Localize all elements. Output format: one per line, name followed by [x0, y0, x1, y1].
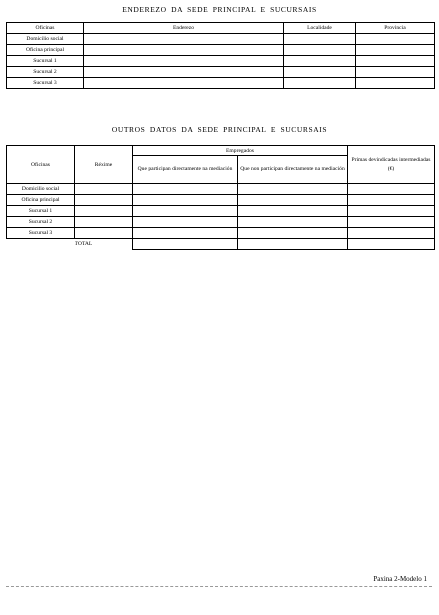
row-label: Sucursal 1	[7, 56, 84, 67]
row-label: Domicilio social	[7, 184, 75, 195]
total-non-participan-cell[interactable]	[238, 239, 348, 250]
table-row	[7, 67, 435, 78]
section-title-addresses: ENDEREZO DA SEDE PRINCIPAL E SUCURSAIS	[122, 5, 317, 14]
provincia-cell[interactable]	[356, 67, 435, 78]
localidade-cell[interactable]	[284, 56, 356, 67]
table-row	[7, 228, 435, 239]
primas-cell[interactable]	[348, 217, 435, 228]
table-row	[7, 45, 435, 56]
other-data-table	[6, 145, 435, 250]
non-participan-cell[interactable]	[238, 195, 348, 206]
row-label: Sucursal 3	[7, 78, 84, 89]
header-oficinas: Oficinas	[7, 23, 84, 34]
provincia-cell[interactable]	[356, 34, 435, 45]
page-footer-label: Paxina 2-Modelo 1	[373, 575, 427, 583]
localidade-cell[interactable]	[284, 78, 356, 89]
footer-divider	[6, 586, 432, 587]
header-enderezo: Enderezo	[84, 23, 284, 34]
table-row	[7, 78, 435, 89]
header-oficinas: Oficinas	[7, 146, 75, 184]
non-participan-cell[interactable]	[238, 217, 348, 228]
row-label: Domicilio social	[7, 34, 84, 45]
enderezo-cell[interactable]	[84, 45, 284, 56]
row-label: Sucursal 3	[7, 228, 75, 239]
rexime-cell[interactable]	[75, 228, 133, 239]
header-participan: Que participan directamente na mediación	[133, 156, 238, 184]
rexime-cell[interactable]	[75, 184, 133, 195]
primas-cell[interactable]	[348, 184, 435, 195]
non-participan-cell[interactable]	[238, 206, 348, 217]
row-label: Oficina principal	[7, 45, 84, 56]
header-primas: Primas devindicadas intermediadas (€)	[348, 146, 435, 184]
header-empregados: Empregados	[133, 146, 348, 156]
table-row	[7, 195, 435, 206]
row-label: Sucursal 1	[7, 206, 75, 217]
participan-cell[interactable]	[133, 206, 238, 217]
table-row	[7, 217, 435, 228]
total-primas-cell[interactable]	[348, 239, 435, 250]
row-label: Oficina principal	[7, 195, 75, 206]
rexime-cell[interactable]	[75, 195, 133, 206]
participan-cell[interactable]	[133, 217, 238, 228]
header-provincia: Provincia	[356, 23, 435, 34]
table-row	[7, 206, 435, 217]
total-participan-cell[interactable]	[133, 239, 238, 250]
enderezo-cell[interactable]	[84, 34, 284, 45]
addresses-table	[6, 22, 435, 89]
participan-cell[interactable]	[133, 228, 238, 239]
header-non-participan: Que non participan directamente na mediación	[238, 156, 348, 184]
total-label: TOTAL	[74, 241, 93, 248]
total-row	[7, 239, 435, 250]
non-participan-cell[interactable]	[238, 228, 348, 239]
row-label: Sucursal 2	[7, 67, 84, 78]
header-rexime: Réxime	[75, 146, 133, 184]
localidade-cell[interactable]	[284, 34, 356, 45]
section-title-other-data: OUTROS DATOS DA SEDE PRINCIPAL E SUCURSAIS	[111, 125, 328, 134]
provincia-cell[interactable]	[356, 78, 435, 89]
provincia-cell[interactable]	[356, 56, 435, 67]
rexime-cell[interactable]	[75, 217, 133, 228]
row-label: Sucursal 2	[7, 217, 75, 228]
blank-cell	[7, 239, 75, 250]
rexime-cell[interactable]	[75, 206, 133, 217]
participan-cell[interactable]	[133, 184, 238, 195]
enderezo-cell[interactable]	[84, 67, 284, 78]
primas-cell[interactable]	[348, 206, 435, 217]
table-row	[7, 56, 435, 67]
non-participan-cell[interactable]	[238, 184, 348, 195]
enderezo-cell[interactable]	[84, 56, 284, 67]
localidade-cell[interactable]	[284, 67, 356, 78]
table-row	[7, 184, 435, 195]
participan-cell[interactable]	[133, 195, 238, 206]
table-row	[7, 34, 435, 45]
localidade-cell[interactable]	[284, 45, 356, 56]
enderezo-cell[interactable]	[84, 78, 284, 89]
primas-cell[interactable]	[348, 228, 435, 239]
header-localidade: Localidade	[284, 23, 356, 34]
provincia-cell[interactable]	[356, 45, 435, 56]
primas-cell[interactable]	[348, 195, 435, 206]
